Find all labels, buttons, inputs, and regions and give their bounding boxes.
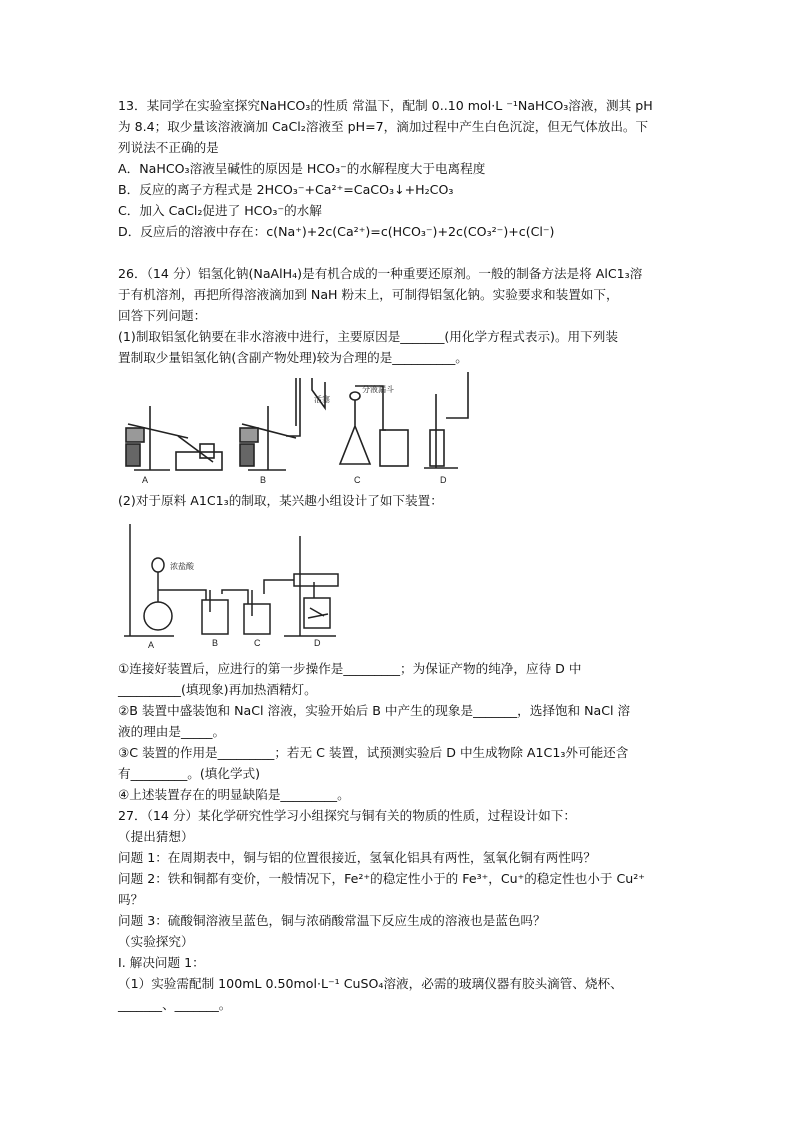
q13-line-2: 为 8.4；取少量该溶液滴加 CaCl₂溶液至 pH=7，滴加过程中产生白色沉淀，但无气体放出。下: [118, 119, 649, 134]
q27-line-6: 问题 3：硫酸铜溶液呈蓝色，铜与浓硝酸常温下反应生成的溶液也是蓝色吗？: [118, 913, 546, 928]
q26-sub-3a: ③C 装置的作用是_________；若无 C 装置，试预测实验后 D 中生成物除 A1C1₃外可能还含: [118, 745, 629, 760]
q27-line-1: 27．（14 分）某化学研究性学习小组探究与铜有关的物质的性质，过程设计如下：: [118, 808, 576, 823]
q27-line-2: （提出猜想）: [118, 829, 194, 844]
figure1-label-b: B: [260, 475, 267, 485]
figure2-label-b: B: [212, 638, 219, 648]
q27-line-9: （1）实验需配制 100mL 0.50mol·L⁻¹ CuSO₄溶液，必需的玻璃仪器有胶头滴管、烧杯、: [118, 976, 623, 991]
q13-option-d: D．反应后的溶液中存在：c(Na⁺)+2c(Ca²⁺)=c(HCO₃⁻)+2c(CO₃²⁻)+c(Cl⁻): [118, 224, 555, 239]
q27-line-4: 问题 2：铁和铜都有变价，一般情况下，Fe²⁺的稳定性小于的 Fe³⁺，Cu⁺的稳定性也小于 Cu²⁺: [118, 871, 645, 886]
figure1-label-d: D: [440, 475, 447, 485]
q13-option-c: C．加入 CaCl₂促进了 HCO₃⁻的水解: [118, 203, 322, 218]
q13-line-3: 列说法不正确的是: [118, 140, 219, 155]
apparatus-figure-1-drawing: [118, 368, 486, 486]
figure2-acid-annotation: 浓盐酸: [170, 562, 194, 571]
q26-line-1: 26．（14 分）铝氢化钠(NaAlH₄)是有机合成的一种重要还原剂。一般的制备方法是将 AlC1₃溶: [118, 266, 643, 281]
figure2-label-a: A: [148, 640, 155, 650]
q26-sub-2b: 液的理由是_____。: [118, 724, 226, 739]
q13-option-b: B．反应的离子方程式是 2HCO₃⁻+Ca²⁺=CaCO₃↓+H₂CO₃: [118, 182, 454, 197]
q27-line-5: 吗？: [118, 892, 144, 907]
q13-option-a: A．NaHCO₃溶液呈碱性的原因是 HCO₃⁻的水解程度大于电离程度: [118, 161, 486, 176]
q26-line-3: 回答下列问题：: [118, 308, 207, 323]
apparatus-figure-2-drawing: [118, 520, 358, 652]
figure2-label-c: C: [254, 638, 261, 648]
q27-line-10: _______、_______。: [118, 997, 232, 1012]
q26-sub-2a: ②B 装置中盛装饱和 NaCl 溶液，实验开始后 B 中产生的现象是_______，选择饱和 NaCl 溶: [118, 703, 631, 718]
q27-line-8: I. 解决问题 1：: [118, 955, 205, 970]
q26-line-4: (1)制取铝氢化钠要在非水溶液中进行，主要原因是_______(用化学方程式表示)。用下列装: [118, 329, 618, 344]
figure1-label-c: C: [354, 475, 361, 485]
q26-sub-1b: __________(填现象)再加热酒精灯。: [118, 682, 317, 697]
apparatus-figure-2: [118, 520, 358, 652]
q27-line-7: （实验探究）: [118, 934, 194, 949]
q26-part2: (2)对于原料 A1C1₃的制取，某兴趣小组设计了如下装置：: [118, 493, 443, 508]
figure1-label-a: A: [142, 475, 149, 485]
q26-line-2: 于有机溶剂，再把所得溶液滴加到 NaH 粉末上，可制得铝氢化钠。实验要求和装置如下，: [118, 287, 619, 302]
figure2-label-d: D: [314, 638, 321, 648]
q26-sub-3b: 有_________。(填化学式): [118, 766, 261, 781]
apparatus-figure-1: [118, 368, 486, 486]
q26-line-5: 置制取少量铝氢化钠(含副产物处理)较为合理的是__________。: [118, 350, 468, 365]
figure1-funnel-annotation: 分液漏斗: [362, 385, 394, 394]
q13-line-1: 13．某同学在实验室探究NaHCO₃的性质 常温下，配制 0..10 mol·L ⁻¹NaHCO₃溶液，测其 pH: [118, 98, 653, 113]
figure1-valve-annotation: 活塞: [314, 395, 330, 404]
q26-sub-1a: ①连接好装置后，应进行的第一步操作是_________；为保证产物的纯净，应待 D 中: [118, 661, 582, 676]
q26-sub-4: ④上述装置存在的明显缺陷是_________。: [118, 787, 350, 802]
q27-line-3: 问题 1：在周期表中，铜与铝的位置很接近，氢氧化铝具有两性，氢氧化铜有两性吗？: [118, 850, 596, 865]
